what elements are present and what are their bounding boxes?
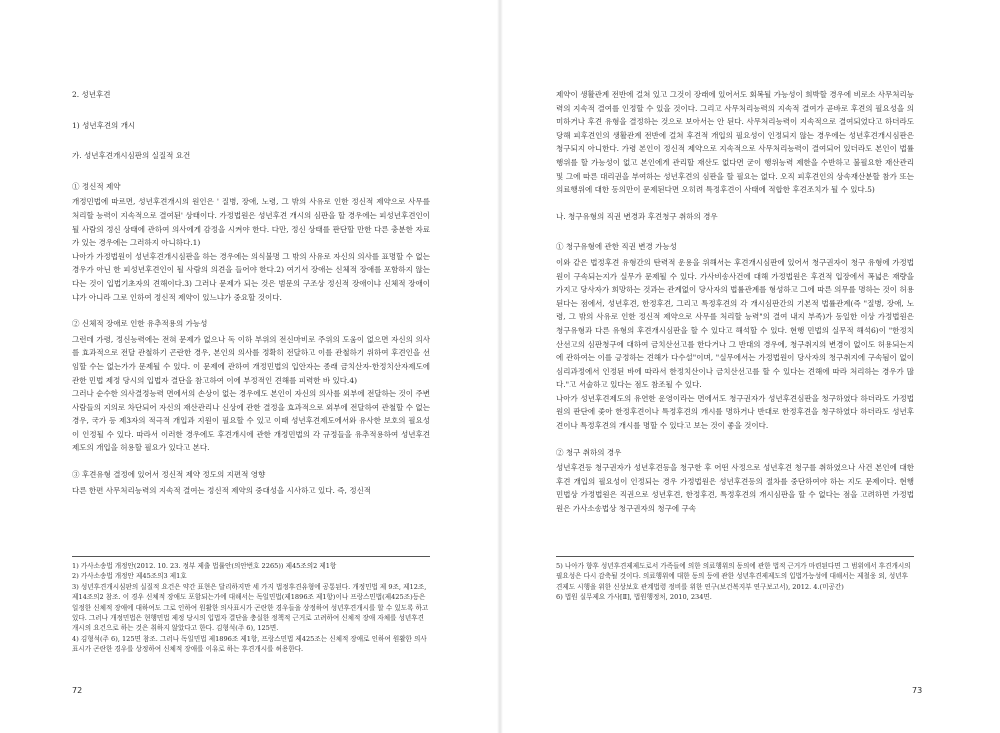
- content-block: [556, 446, 914, 516]
- content-block: [72, 180, 430, 304]
- content-block: [72, 468, 430, 497]
- footnote: 3) 성년후견개시심판의 실질적 요건은 약간 표현은 달리하지만 세 가지 법정후견유형에 공통된다. 개정민법 제 9조, 제12조, 제14조의2 참조. 이 경우 신체적 장애도 포함되는가에 대해서는 독일민법(제1896조 제1항)이나 프랑스민법(제425조)등은 일정한 신체적 장애에 대하여도 그로 인하여 원활한 의사표시가 곤란한 경우들을 상정하여 성년후견개시를 할 수 있도록 하고 있다. 그러나 개정민법은 현행민법 제정 당시의 입법자 결단을 충실한 정책적 근거로 고려하여 신체적 장애 자체를 성년후견 개시의 요건으로 하는 것은 취하지 않았다고 한다. 김형석(주 6), 125면.: [72, 582, 429, 633]
- block-title: ② 신체적 장애로 인한 유추적용의 가능성: [72, 319, 208, 329]
- right-text-column: [556, 88, 914, 529]
- paragraph: 개정민법에 따르면, 성년후견개시의 원인은 ' 질병, 장애, 노령, 그 밖의 사유로 인한 정신적 제약으로 사무를 처리할 능력이 지속적으로 결여된' 상태이다. 가정법원은 성년후견 개시의 심판을 할 경우에는 피성년후견인이 될 사람의 정신 상태에 관하여 의사에게 감정을 시켜야 한다. 다만, 정신 상태를 판단할 만한 다른 충분한 자료가 있는 경우에는 그러하지 아니하다.1): [72, 197, 430, 248]
- footnotes: [556, 556, 914, 603]
- footnote: 6) 법원 실무제요 가사[Ⅱ], 법원행정처, 2010, 234면.: [556, 593, 712, 602]
- subsection-heading: 1) 성년후견의 개시: [72, 120, 136, 130]
- paragraph: 성년후견등 청구권자가 성년후견등을 청구한 후 어떤 사정으로 성년후견 청구를 취하였으나 사건 본인에 대한 후견 개입의 필요성이 인정되는 경우 가정법원은 성년후견등의 절차를 중단하여야 하는 지도 문제이다. 현행 민법상 가정법원은 직권으로 성년후견, 한정후견, 특정후견의 개시심판을 할 수 없다는 점을 고려하면 가정법원은 가사소송법상 청구권자의 청구에 구속: [556, 463, 914, 514]
- footnote: 4) 김형석(주 6), 125면 참조. 그러나 독일민법 제1896조 제1항, 프랑스민법 제425조는 신체적 장애로 인하여 원활한 의사표시가 곤란한 경우를 상정하여 신체적 장애를 이유로 하는 후견개시를 허용한다.: [72, 634, 427, 654]
- block-title: ③ 후견유형 결정에 있어서 정신적 제약 정도의 지편적 영향: [72, 470, 266, 480]
- footnote: 5) 나아가 향후 성년후견제제도로서 가족들에 의한 의료행위의 동의에 관한 법적 근거가 마련된다면 그 범위에서 후견개시의 필요성은 다시 감축될 것이다. 의료행위에 대한 동의 등에 관한 성년후견제제도의 입법가능성에 대해서는 제철웅 외, 성년후견제도 시행을 위한 신상보호 관계법령 정비를 위한 연구(보건복지부 연구보고서), 2012. 4.(미공간): [556, 562, 911, 591]
- footnote: 2) 가사소송법 개정안 제45조의3 제1호: [72, 572, 187, 581]
- left-text-column: [72, 88, 430, 510]
- page-number: 72: [72, 686, 83, 695]
- content-block: [556, 240, 914, 432]
- paragraph: 제약이 생활관계 전반에 걸쳐 있고 그것이 장래에 있어서도 회복될 가능성이 희박할 경우에 비로소 사무처리능력의 지속적 결여를 인정할 수 있을 것이다. 그리고 사무처리능력의 지속적 결여가 곧바로 후견의 필요성을 의미하거나 후견 유형을 결정하는 것으로 보아서는 안 된다. 사무처리능력이 지속적으로 결여되었다고 하더라도 당해 피후견인의 생활관계 전반에 걸쳐 후견적 개입의 필요성이 인정되지 않는 경우에는 성년후견개시심판은 청구되지 아니한다. 가령 본인이 정신적 제약으로 지속적으로 사무처리능력이 결여되어 있더라도 본인이 법률행위를 할 가능성이 없고 본인에게 관리할 재산도 없다면 굳이 행위능력 제한을 수반하고 불필요한 재산관리 및 그에 따른 대리권을 부여하는 성년후견의 심판을 할 필요는 없다. 오직 피후견인의 상속재산분할 참가 또는 의료행위에 대한 동의만이 문제된다면 오히려 특정후견이 사태에 적합한 후견조치가 될 수 있다.5): [556, 90, 914, 195]
- paragraph: 그러나 순수한 의사결정능력 면에서의 손상이 없는 경우에도 본인이 자신의 의사를 외부에 전달하는 것이 주변사람들의 지의로 차단되어 자신의 재산관리나 신상에 관한 결정을 효과적으로 외부에 전달하여 관철할 수 없는 경우, 국가 등 제3자의 적극적 개입과 지원이 필요할 수 있고 이때 성년후견제도에서와 유사한 보호의 필요성이 인정될 수 있다. 따라서 이러한 경우에도 후견개시에 관한 개정민법의 각 규정들을 유추적용하여 성년후견제도의 개입을 허용할 필요가 있다고 본다.: [72, 389, 430, 453]
- section-heading: 2. 성년후견: [72, 90, 111, 99]
- block-title: ② 청구 취하의 경우: [556, 447, 622, 457]
- paragraph: 나아가 성년후견제도의 유연한 운영이라는 면에서도 청구권자가 성년후견심판을 청구하였다 하더라도 가정법원의 판단에 좇아 한정후견이나 특정후견의 개시를 명하거나 반대로 한정후견을 청구하였다 하더라도 성년후견이나 특정후견의 개시를 명할 수 있다고 보는 것이 좋을 것이다.: [556, 393, 914, 431]
- block-title: ① 청구유형에 관한 직권 변경 가능성: [556, 242, 677, 252]
- content-block: [556, 88, 914, 197]
- paragraph: 그런데 가령, 정신능력에는 전혀 문제가 없으나 독 이하 부위의 전신마비로 주위의 도움이 없으면 자신의 의사를 효과적으로 전달 관철하기 곤란한 경우, 본인의 의사를 정확히 전달하고 이를 관철하기 위하여 후견인을 선임할 수는 없는가가 문제될 수 있다. 이 문제에 관하여 개정민법의 입안자는 종래 금치산자·한정치산자제도에 관한 민법 제정 당시의 입법자 결단을 참고하여 이에 부정적인 견해를 피력한 바 있다.4): [72, 334, 430, 385]
- footnotes: [72, 556, 430, 655]
- minor-heading: 가. 성년후견개시심판의 실질적 요건: [72, 151, 191, 161]
- paragraph: 다른 한편 사무처리능력의 지속적 결여는 정신적 제약의 중대성을 시사하고 있다. 즉, 정신적: [72, 485, 372, 495]
- paragraph: 이와 같은 법정후견 유형간의 탄력적 운용을 위해서는 후견개시심판에 있어서 청구권자이 청구 유형에 가정법원이 구속되는지가 실무가 문제될 수 있다. 가사비송사건에 대해 가정법원은 후견적 입장에서 폭넓은 재량을 가지고 당사자가 희망하는 것과는 관계없이 당사자의 법률관계를 형성하고 그에 따른 의무를 명하는 것이 허용된다는 점에서, 성년후견, 한정후견, 그리고 특정후견의 각 개시심판간의 기본적 법률관계(즉 "질병, 장애, 노령, 그 밖의 사유로 인한 정신적 제약으로 사무를 처리할 능력"의 결여 내지 부족)가 동일한 이상 가정법원은 청구유형과 다른 유형의 후견개시심판을 할 수 있다고 해석할 수 있다. 현행 민법의 실무적 해석6)이 "한정치산선고의 심판청구에 대하여 금치산선고를 한다거나 그 반대의 경우에, 청구취지의 변경이 없이도 허용되는지에 관하여는 이를 긍정하는 견해가 다수설"이며, "실무에서는 가정법원이 당사자의 청구취지에 구속됨이 없이 심리과정에서 인정된 바에 따라서 한정치산이나 금치산선고를 할 수 있다는 견해에 따라 처리하는 경우가 많다."고 서술하고 있다는 점도 참조될 수 있다.: [556, 257, 914, 390]
- block-title: ① 정신적 제약: [72, 181, 121, 191]
- footnote: 1) 가사소송법 개정안(2012. 10. 23. 정부 제출 법률안(의안번호 2265)) 제45조의2 제1항: [72, 562, 337, 570]
- section-heading: 나. 청구유형의 직권 변경과 후견청구 취하의 경우: [556, 211, 718, 221]
- page-number: 73: [912, 686, 923, 695]
- paragraph: 나아가 가정법원이 성년후견개시심판을 하는 경우에는 의식불명 그 밖의 사유로 자신의 의사를 표명할 수 없는 경우가 아닌 한 피성년후견인이 될 사람의 의견을 들어야 한다.2) 여기서 장애는 신체적 장애를 포함하지 않는다는 것이 입법기초자의 견해이다.3) 그러나 문제가 되는 것은 범문의 구조상 정신적 장애이냐 신체적 장애이냐가 아니라 그로 인하여 정신적 제약이 있느냐가 중요할 것이다.: [72, 251, 430, 302]
- content-block: [72, 317, 430, 455]
- right-page: [500, 0, 1000, 733]
